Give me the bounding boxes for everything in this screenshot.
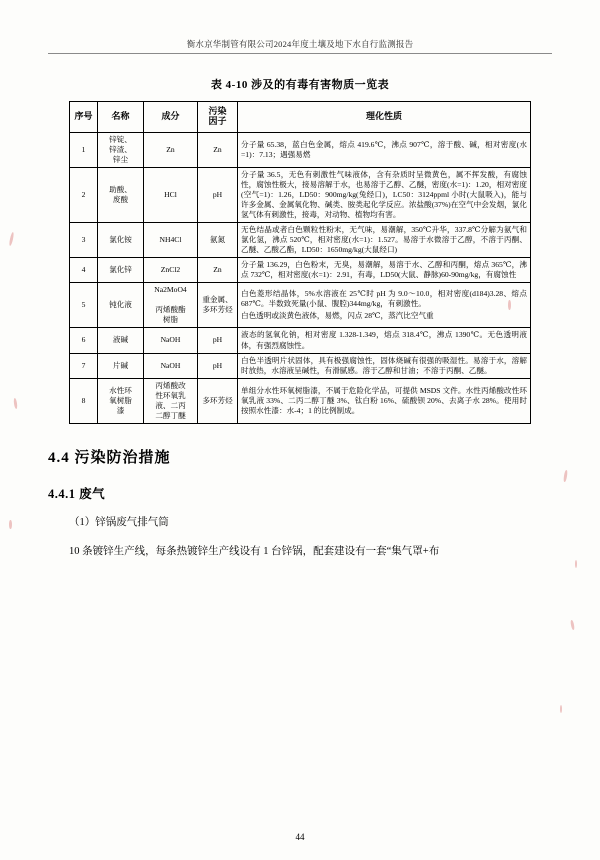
cell-properties: 分子量 36.5，无色有刺激性气味液体，含有杂质时呈微黄色，属不挥发酸，有腐蚀性，腐蚀性极大，接易溶解于水，也易溶于乙醇、乙醚，密度(水=1)：1.20，相对密度(空气=1)：1.26，LD50：900mg/kg(兔经口)，LC50：3124ppml 小时(大鼠吸入)，能与许多金属、金属氧化物、碱类、胺类起化学反应。浓盐酸(37%)在空气中会发烟，氯化氢气体有刺激性，接毒，对动物、植物均有害。: [238, 168, 531, 223]
scan-artifact: [9, 232, 15, 246]
cell-no: 3: [70, 223, 98, 258]
cell-component: Na2MoO4 丙烯酸酯 树脂: [144, 283, 198, 328]
cell-factor: pH: [198, 168, 238, 223]
cell-factor: 氨氮: [198, 223, 238, 258]
cell-factor: pH: [198, 353, 238, 378]
subsection-heading: 4.4.1 废气: [48, 486, 106, 501]
cell-no: 4: [70, 258, 98, 283]
hazardous-substances-table: [69, 101, 531, 424]
table-caption: 表 4-10 涉及的有毒有害物质一览表: [210, 79, 390, 91]
scan-artifact: [563, 470, 567, 482]
cell-no: 5: [70, 283, 98, 328]
table-row: [70, 223, 531, 258]
cell-factor: Zn: [198, 258, 238, 283]
cell-name: 氯化锌: [98, 258, 144, 283]
table-row: [70, 328, 531, 353]
paragraph-zinc-pot: 10 条镀锌生产线，每条热镀锌生产线设有 1 台锌锅，配套建设有一套“集气罩+布: [69, 546, 440, 558]
cell-name: 液碱: [98, 328, 144, 353]
cell-factor: Zn: [198, 133, 238, 168]
table-row: [70, 353, 531, 378]
scan-artifact: [9, 520, 12, 529]
section-heading: 4.4 污染防治措施: [48, 449, 171, 466]
running-header: 衡水京华制管有限公司2024年度土壤及地下水自行监测报告: [48, 38, 552, 54]
cell-no: 2: [70, 168, 98, 223]
col-header-component: 成分: [144, 102, 198, 133]
cell-no: 7: [70, 353, 98, 378]
table-row: [70, 283, 531, 328]
cell-factor: pH: [198, 328, 238, 353]
cell-properties: 单组分水性环氧树脂漆，不属于危险化学品，可提供 MSDS 文件。水性丙烯酸改性环氧乳液 33%、二丙二醇丁醚 3%、钛白粉 16%、硫酸钡 20%、去离子水 28%。使用时按照水性漆：水-4；1 的比例制成。: [238, 378, 531, 423]
cell-properties: 白色菱形结晶体，5%水溶液在 25℃时 pH 为 9.0～10.0，相对密度(d184)3.28、熔点 687℃。半数致死量(小鼠、腹腔)344mg/kg，有刺激性。 白色透明或淡黄色液体，易燃，闪点 28℃，蒸汽比空气重: [238, 283, 531, 328]
cell-no: 6: [70, 328, 98, 353]
scan-artifact: [13, 398, 18, 409]
page-number: 44: [295, 832, 305, 842]
cell-name: 钝化液: [98, 283, 144, 328]
table-row: [70, 258, 531, 283]
cell-name: 助酸、 废酸: [98, 168, 144, 223]
cell-component: NaOH: [144, 328, 198, 353]
cell-properties: 白色半透明片状固体，具有极强腐蚀性，固体烧碱有很强的吸湿性。易溶于水，溶解时放热，水溶液呈碱性，有滑腻感。溶于乙醇和甘油；不溶于丙酮、乙醚。: [238, 353, 531, 378]
table-row: [70, 378, 531, 423]
cell-no: 8: [70, 378, 98, 423]
cell-name: 水性环 氧树脂 漆: [98, 378, 144, 423]
cell-properties: 无色结晶或者白色颗粒性粉末，无气味，易潮解，350℃升华，337.8℃分解为氨气和氯化氢，沸点 520℃，相对密度(水=1)：1.527。易溶于水微溶于乙醇，不溶于丙酮、乙醚、乙酸乙酯，LD50：1650mg/kg(大鼠经口): [238, 223, 531, 258]
cell-factor: 重金属、 多环芳烃: [198, 283, 238, 328]
col-header-properties: 理化性质: [238, 102, 531, 133]
cell-properties: 分子量 136.29，白色粉末，无臭，易潮解，易溶于水、乙醇和丙酮，熔点 365℃，沸点 732℃，相对密度(水=1)：2.91，有毒，LD50(大鼠、静脉)60-90mg/kg，有腐蚀性: [238, 258, 531, 283]
table-row: [70, 133, 531, 168]
cell-component: 丙烯酸改 性环氧乳 液、二丙 二醇丁醚: [144, 378, 198, 423]
table-header-row: [70, 102, 531, 133]
col-header-no: 序号: [70, 102, 98, 133]
cell-component: ZnCl2: [144, 258, 198, 283]
cell-name: 锌锭、 锌渣、 锌尘: [98, 133, 144, 168]
paragraph-exhaust-stack: （1）锌锅废气排气筒: [69, 516, 169, 528]
scan-artifact: [575, 560, 577, 568]
scan-artifact: [560, 705, 562, 713]
col-header-name: 名称: [98, 102, 144, 133]
cell-component: NaOH: [144, 353, 198, 378]
cell-name: 片碱: [98, 353, 144, 378]
cell-component: HCl: [144, 168, 198, 223]
cell-component: NH4Cl: [144, 223, 198, 258]
col-header-factor: 污染 因子: [198, 102, 238, 133]
cell-properties: 分子量 65.38，蓝白色金属，熔点 419.6℃，沸点 907℃，溶于酸、碱，相对密度(水=1)：7.13；遇强易燃: [238, 133, 531, 168]
scan-artifact: [570, 620, 574, 630]
table-row: [70, 168, 531, 223]
cell-name: 氯化铵: [98, 223, 144, 258]
cell-factor: 多环芳烃: [198, 378, 238, 423]
cell-properties: 液态的氢氧化钠，相对密度 1.328-1.349，熔点 318.4℃，沸点 1390℃。无色透明液体，有强烈腐蚀性。: [238, 328, 531, 353]
cell-no: 1: [70, 133, 98, 168]
cell-component: Zn: [144, 133, 198, 168]
